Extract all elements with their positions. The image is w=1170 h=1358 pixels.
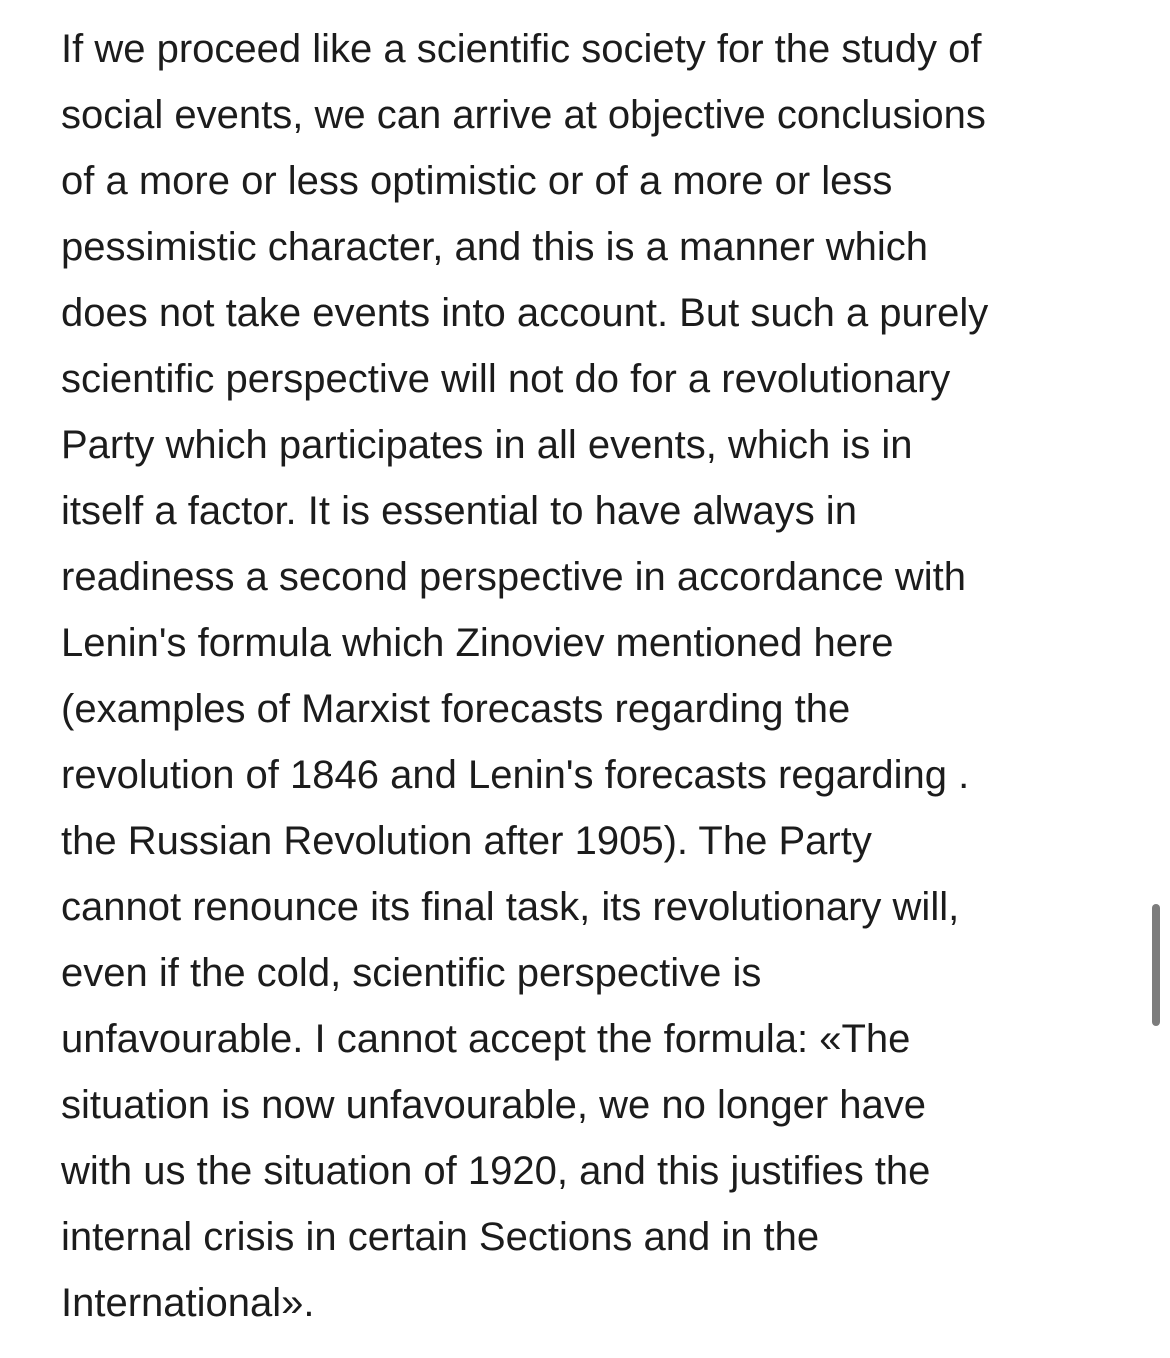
vertical-scrollbar-thumb[interactable]: [1152, 904, 1160, 1026]
text-line: with us the situation of 1920, and this justifies the: [61, 1149, 931, 1193]
text-line: scientific perspective will not do for a revolutionary: [61, 357, 951, 401]
text-line: Lenin's formula which Zinoviev mentioned here: [61, 621, 894, 665]
text-line: of a more or less optimistic or of a more or less: [61, 159, 893, 203]
text-line: cannot renounce its final task, its revolutionary will,: [61, 885, 960, 929]
text-line: itself a factor. It is essential to have always in: [61, 489, 857, 533]
text-line: If we proceed like a scientific society for the study of: [61, 27, 982, 71]
text-line: Party which participates in all events, which is in: [61, 423, 913, 467]
text-line: situation is now unfavourable, we no longer have: [61, 1083, 926, 1127]
text-line: the Russian Revolution after 1905). The Party: [61, 819, 872, 863]
text-line: International».: [61, 1281, 315, 1325]
body-text: [61, 16, 1151, 1336]
text-line: (examples of Marxist forecasts regarding the: [61, 687, 851, 731]
text-line: even if the cold, scientific perspective is: [61, 951, 762, 995]
text-line: pessimistic character, and this is a manner which: [61, 225, 929, 269]
text-line: revolution of 1846 and Lenin's forecasts regarding .: [61, 753, 970, 797]
text-line: social events, we can arrive at objective conclusions: [61, 93, 986, 137]
text-line: does not take events into account. But such a purely: [61, 291, 989, 335]
text-line: readiness a second perspective in accordance with: [61, 555, 966, 599]
text-line: unfavourable. I cannot accept the formula: «The: [61, 1017, 911, 1061]
text-line: internal crisis in certain Sections and in the: [61, 1215, 820, 1259]
